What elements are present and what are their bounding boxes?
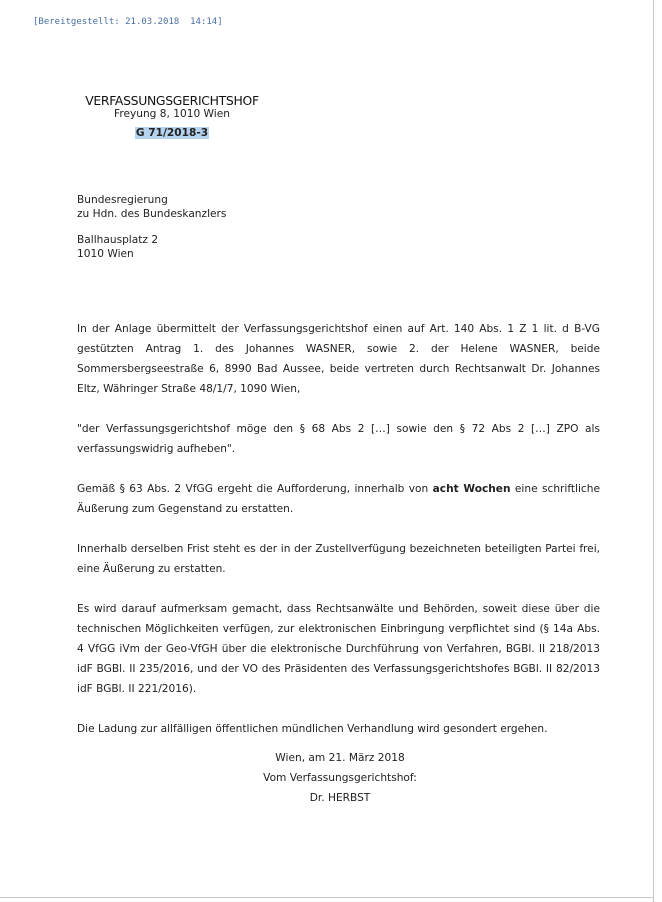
court-name: VERFASSUNGSGERICHTSHOF bbox=[85, 93, 259, 108]
paragraph-quote: "der Verfassungsgerichtshof möge den § 68 Abs 2 […] sowie den § 72 Abs 2 […] ZPO als verfassungswidrig aufheben". bbox=[77, 423, 600, 455]
page-edge-bottom bbox=[0, 897, 654, 898]
provided-stamp: [Bereitgestellt: 21.03.2018 14:14] bbox=[33, 17, 223, 27]
place-date: Wien, am 21. März 2018 bbox=[275, 752, 405, 764]
case-reference[interactable]: G 71/2018-3 bbox=[135, 127, 209, 139]
closing-block bbox=[230, 748, 450, 808]
paragraph-request bbox=[77, 479, 600, 519]
recipient-line-2: zu Hdn. des Bundeskanzlers bbox=[77, 207, 227, 220]
deadline-emphasis: acht Wochen bbox=[432, 483, 511, 495]
court-address: Freyung 8, 1010 Wien bbox=[114, 108, 230, 120]
paragraph-party: Innerhalb derselben Frist steht es der in der Zustellverfügung bezeichneten beteiligten Partei frei, eine Äußerung zu erstatten. bbox=[77, 543, 600, 575]
recipient-street: Ballhausplatz 2 bbox=[77, 234, 159, 246]
paragraph-hearing: Die Ladung zur allfälligen öffentlichen mündlichen Verhandlung wird gesondert ergehen. bbox=[77, 723, 548, 735]
recipient-city: 1010 Wien bbox=[77, 247, 134, 260]
closing-from: Vom Verfassungsgerichtshof: bbox=[263, 772, 417, 784]
court-header bbox=[80, 93, 264, 140]
paragraph-application: In der Anlage übermittelt der Verfassungsgerichtshof einen auf Art. 140 Abs. 1 Z 1 lit. d B-VG gestützten Antrag 1. des Johannes WASNER, sowie 2. der Helene WASNER, beide Sommersbergseestraße 6, 8990 Bad Aussee, beide vertreten durch Rechtsanwalt Dr. Johannes Eltz, Währinger Straße 48/1/7, 1090 Wien, bbox=[77, 323, 600, 395]
paragraph-electronic-filing: Es wird darauf aufmerksam gemacht, dass Rechtsanwälte und Behörden, soweit diese über die technischen Möglichkeiten verfügen, zur elektronischen Einbringung verpflichtet sind (§ 14a Abs. 4 VfGG iVm der Geo-VfGH über die elektronische Durchführung von Verfahren, BGBl. II 218/2013 idF BGBl. II 235/2016, und der VO des Präsidenten des Verfassungsgerichtshofes BGBl. II 82/2013 idF BGBl. II 221/2016). bbox=[77, 603, 600, 695]
recipient-line-1: Bundesregierung bbox=[77, 194, 168, 206]
request-text-end: eine schriftliche Äußerung zum Gegenstand zu erstatten. bbox=[77, 483, 600, 515]
signer-name: Dr. HERBST bbox=[309, 792, 371, 804]
page-edge-right bbox=[653, 0, 654, 902]
recipient-address bbox=[77, 194, 226, 261]
request-text-start: Gemäß § 63 Abs. 2 VfGG ergeht die Aufforderung, innerhalb von bbox=[77, 483, 433, 495]
letter-body bbox=[77, 319, 600, 759]
